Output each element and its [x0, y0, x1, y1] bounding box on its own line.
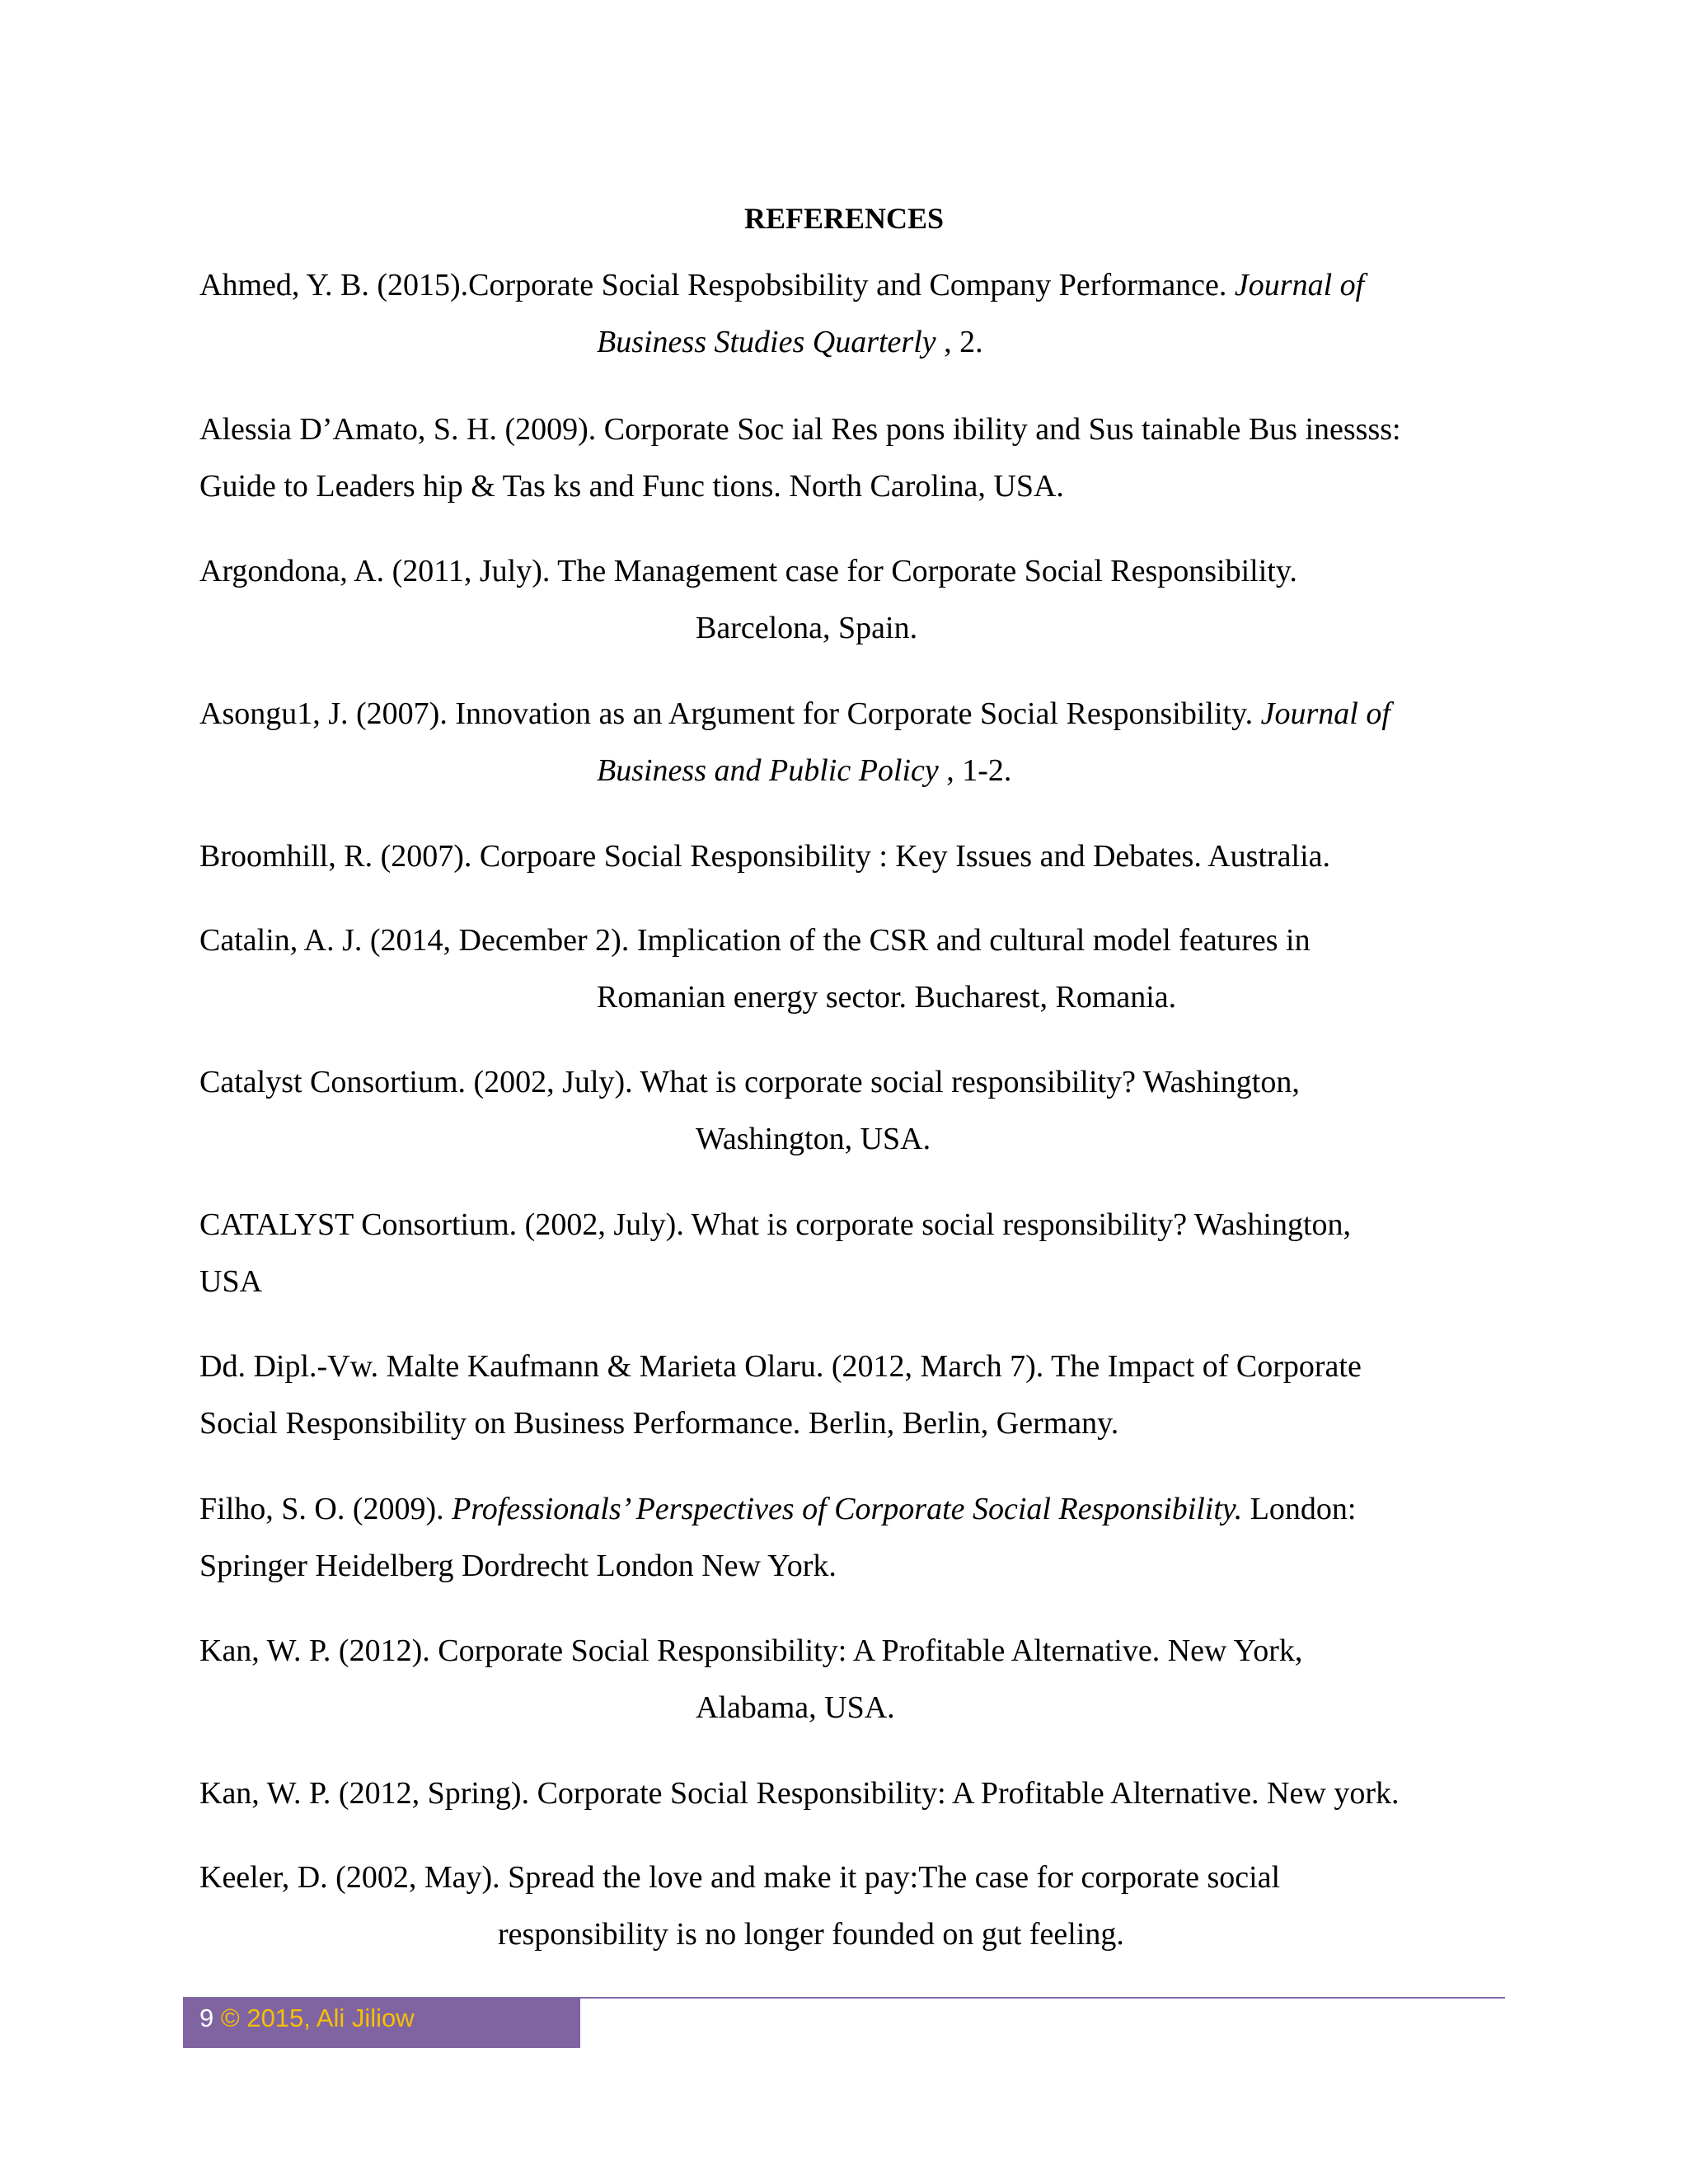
ref-journal: Business and Public Policy	[597, 753, 939, 788]
reference-entry	[199, 686, 1518, 799]
reference-entry	[199, 1849, 1518, 1963]
page-number: 9	[199, 2004, 214, 2032]
reference-entry	[199, 1765, 1518, 1822]
ref-text: Washington, USA.	[696, 1122, 931, 1156]
ref-text: CATALYST Consortium. (2002, July). What is corporate social responsibility? Washington,	[199, 1207, 1352, 1242]
references-heading: REFERENCES	[743, 202, 945, 235]
ref-text: Dd. Dipl.-Vw. Malte Kaufmann & Marieta Olaru. (2012, March 7). The Impact of Corporate	[199, 1349, 1362, 1384]
reference-entry	[199, 828, 1518, 885]
ref-journal: Business Studies Quarterly	[597, 325, 936, 359]
ref-journal: Journal of	[1234, 268, 1365, 302]
ref-text: , 2.	[935, 325, 983, 359]
ref-text: Catalyst Consortium. (2002, July). What is corporate social responsibility? Washington,	[199, 1065, 1300, 1099]
footer-copyright: © 2015, Ali Jiliow	[220, 2004, 415, 2032]
ref-text: Keeler, D. (2002, May). Spread the love and make it pay:The case for corporate social	[199, 1860, 1281, 1895]
ref-book-title: Professionals’ Perspectives of Corporate Social Responsibility.	[452, 1492, 1243, 1526]
ref-text: Barcelona, Spain.	[696, 611, 918, 645]
footer-bar	[183, 1999, 580, 2048]
ref-text: Social Responsibility on Business Performance. Berlin, Berlin, Germany.	[199, 1406, 1119, 1441]
ref-text: , 1-2.	[938, 753, 1012, 788]
ref-text: Kan, W. P. (2012, Spring). Corporate Social Responsibility: A Profitable Alternative. New york.	[199, 1776, 1400, 1811]
ref-text: Ahmed, Y. B. (2015).Corporate Social Respobsibility and Company Performance.	[199, 268, 1235, 302]
ref-text: Alessia D’Amato, S. H. (2009). Corporate Soc ial Res pons ibility and Sus tainable Bus inessss:	[199, 412, 1401, 447]
reference-entry	[199, 1623, 1518, 1736]
ref-text: Argondona, A. (2011, July). The Management case for Corporate Social Responsibility.	[199, 554, 1297, 588]
ref-text: Springer Heidelberg Dordrecht London New York.	[199, 1549, 837, 1583]
reference-entry	[199, 1481, 1518, 1595]
ref-text: USA	[199, 1264, 263, 1299]
ref-text: Romanian energy sector. Bucharest, Romania.	[597, 980, 1177, 1015]
ref-text: Catalin, A. J. (2014, December 2). Implication of the CSR and cultural model features in	[199, 923, 1311, 958]
ref-text: Kan, W. P. (2012). Corporate Social Responsibility: A Profitable Alternative. New York,	[199, 1633, 1303, 1668]
reference-entry	[199, 1197, 1518, 1310]
reference-entry	[199, 912, 1518, 1026]
reference-entry	[199, 543, 1518, 657]
ref-text: Broomhill, R. (2007). Corpoare Social Responsibility : Key Issues and Debates. Australia.	[199, 839, 1331, 874]
ref-text: Alabama, USA.	[696, 1690, 895, 1725]
ref-text: Asongu1, J. (2007). Innovation as an Argument for Corporate Social Responsibility.	[199, 696, 1261, 731]
ref-text: Filho, S. O. (2009).	[199, 1492, 452, 1526]
ref-text: responsibility is no longer founded on gut feeling.	[498, 1917, 1124, 1952]
ref-text: London:	[1242, 1492, 1357, 1526]
reference-entry	[199, 1054, 1518, 1168]
reference-entry	[199, 401, 1518, 515]
ref-journal: Journal of	[1260, 696, 1390, 731]
reference-entry	[199, 1338, 1518, 1452]
ref-text: Guide to Leaders hip & Tas ks and Func tions. North Carolina, USA.	[199, 469, 1064, 504]
reference-entry	[199, 257, 1518, 371]
